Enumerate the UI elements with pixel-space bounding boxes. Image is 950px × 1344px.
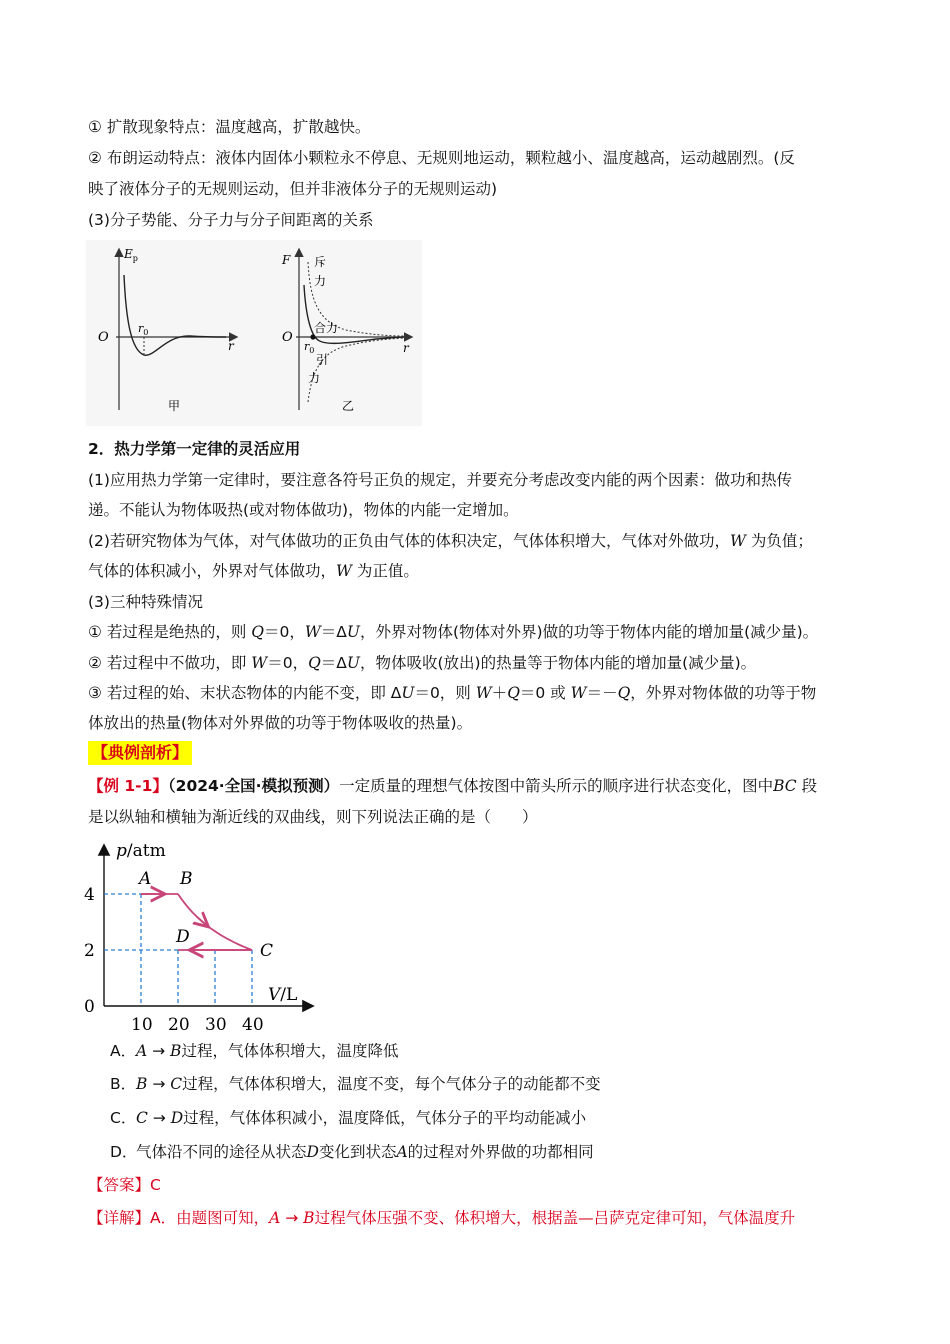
example-tag: 【例 1-1】 <box>88 777 168 795</box>
pv-xlabel: V/L <box>268 985 298 1005</box>
molecular-force-svg <box>86 240 422 426</box>
p21-line2: 递。不能认为物体吸热(或对物体做功)，物体的内能一定增加。 <box>88 501 519 519</box>
detail-line: 【详解】A．由题图可知，A → B过程气体压强不变、体积增大，根据盖—吕萨克定律可知，气体温度升 <box>88 1209 796 1227</box>
section-label: 【典例剖析】 <box>88 741 192 765</box>
molecular-force-figure <box>86 240 422 426</box>
example-line2: 是以纵轴和横轴为渐近线的双曲线，则下列说法正确的是（ ） <box>88 808 538 826</box>
fig-caption-jia: 甲 <box>168 399 181 413</box>
p22-line2: 气体的体积减小，外界对气体做功，W 为正值。 <box>88 562 419 580</box>
p21-line1: (1)应用热力学第一定律时，要注意各符号正负的规定，并要充分考虑改变内能的两个因素：做功和热传 <box>88 471 792 489</box>
p26-line1: ③ 若过程的始、末状态物体的内能不变，即 ΔU＝0，则 W＋Q＝0 或 W＝－Q，外界对物体做的功等于物 <box>88 684 817 702</box>
ep-ylabel: $E_p$ <box>124 247 138 263</box>
y-tick-label: 4 <box>84 885 95 905</box>
point-label-c: C <box>260 941 274 961</box>
label-net-force: 合力 <box>314 321 339 335</box>
point-label-b: B <box>180 869 193 889</box>
y-tick-label: 0 <box>84 997 95 1017</box>
label-attractive-2: 力 <box>308 371 321 385</box>
pv-ylabel: p/atm <box>116 841 166 861</box>
y-tick-label: 2 <box>84 941 95 961</box>
r0-point <box>310 334 315 339</box>
point-label-a: A <box>139 869 152 889</box>
label-repulsive-1: 斥 <box>314 255 327 269</box>
heading-first-law: 2．热力学第一定律的灵活应用 <box>88 440 301 458</box>
option-c[interactable]: C．C → D过程，气体体积减小，温度降低，气体分子的平均动能减小 <box>110 1109 587 1127</box>
ep-curve <box>124 275 226 355</box>
p24-line: ① 若过程是绝热的，则 Q＝0，W＝ΔU，外界对物体(物体对外界)做的功等于物体内能的增加量(减少量)。 <box>88 623 819 641</box>
x-tick-label: 10 <box>131 1015 153 1035</box>
ep-r0-label: $r_0$ <box>138 322 149 337</box>
arrow-bc <box>197 916 206 924</box>
f-r0-label: $r_0$ <box>304 340 315 355</box>
x-tick-label: 30 <box>205 1015 227 1035</box>
para-potential-title: (3)分子势能、分子力与分子间距离的关系 <box>88 211 374 229</box>
fig-caption-yi: 乙 <box>342 399 355 413</box>
option-b[interactable]: B．B → C过程，气体体积增大，温度不变，每个气体分子的动能都不变 <box>110 1075 601 1093</box>
para-diffusion: ① 扩散现象特点：温度越高，扩散越快。 <box>88 118 371 136</box>
label-repulsive-2: 力 <box>314 274 327 288</box>
example-line1: 【例 1-1】（2024·全国·模拟预测）一定质量的理想气体按图中箭头所示的顺序进行状态变化，图中BC 段 <box>88 777 818 795</box>
ep-xlabel: r <box>228 339 234 353</box>
attractive-curve <box>308 338 404 402</box>
ep-origin: O <box>98 330 109 345</box>
para-brownian-1: ② 布朗运动特点：液体内固体小颗粒永不停息、无规则地运动，颗粒越小、温度越高，运动越剧烈。(反 <box>88 149 795 167</box>
p25-line: ② 若过程中不做功，即 W＝0，Q＝ΔU，物体吸收(放出)的热量等于物体内能的增加量(减少量)。 <box>88 654 757 672</box>
option-a[interactable]: A．A → B过程，气体体积增大，温度降低 <box>110 1042 399 1060</box>
option-d[interactable]: D．气体沿不同的途径从状态D变化到状态A的过程对外界做的功都相同 <box>110 1143 594 1161</box>
x-tick-label: 40 <box>242 1015 264 1035</box>
pv-graph <box>80 836 320 1036</box>
f-origin: O <box>282 330 293 345</box>
answer-line: 【答案】C <box>88 1176 161 1194</box>
x-tick-label: 20 <box>168 1015 190 1035</box>
p22-line1: (2)若研究物体为气体，对气体做功的正负由气体的体积决定，气体体积增大，气体对外做功，W 为负值； <box>88 532 813 550</box>
p23-line: (3)三种特殊情况 <box>88 593 203 611</box>
p26-line2: 体放出的热量(物体对外界做的功等于物体吸收的热量)。 <box>88 714 473 732</box>
f-ylabel: F <box>282 253 291 267</box>
para-brownian-2: 映了液体分子的无规则运动，但并非液体分子的无规则运动) <box>88 180 498 198</box>
point-label-d: D <box>176 927 190 947</box>
answer-value: C <box>150 1176 161 1194</box>
example-source: （2024·全国·模拟预测） <box>167 777 340 795</box>
f-xlabel: r <box>403 341 409 355</box>
label-attractive-1: 引 <box>316 353 329 367</box>
